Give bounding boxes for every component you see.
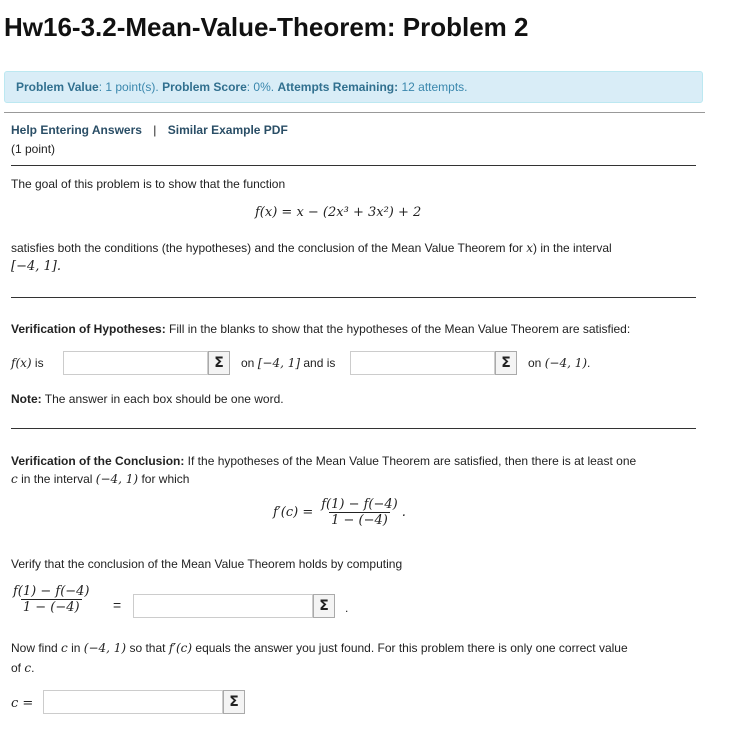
interval-end: . (56, 259, 61, 274)
continuity-text (241, 356, 335, 370)
sigma-icon[interactable]: Σ (313, 594, 335, 618)
status-bar (4, 71, 703, 103)
note (11, 392, 284, 406)
attempts-label: Attempts Remaining: (277, 80, 399, 94)
on-label-1: on (241, 356, 255, 370)
verify-text: Verify that the conclusion of the Mean Value Theorem holds by computing (11, 557, 403, 571)
find-text-b: in (67, 641, 84, 655)
compute-fraction (11, 584, 92, 615)
of-c-var: c (24, 661, 32, 675)
differentiable-text (528, 356, 590, 370)
conclusion-interval: (−4, 1) (95, 472, 139, 486)
slope-answer[interactable] (133, 594, 313, 618)
hypotheses-heading: Verification of Hypotheses: (11, 322, 166, 336)
interval: [−4, 1] (11, 259, 57, 274)
find-c-var: c (61, 641, 68, 655)
problem-score-label: Problem Score (162, 80, 247, 94)
function-formula: f(x) = x − (2x³ + 3x²) + 2 (255, 205, 422, 220)
satisfies-text (11, 241, 612, 255)
c-var: c (11, 472, 18, 486)
hypothesis-answer-2[interactable] (350, 351, 495, 375)
help-links (11, 123, 288, 137)
equation-denominator: 1 − (−4) (331, 513, 388, 528)
points-label: (1 point) (11, 142, 56, 156)
compute-fraction-body (11, 584, 92, 615)
divider (11, 297, 696, 298)
conclusion-intro (11, 454, 636, 468)
equals-sign: = (113, 597, 122, 613)
mvt-equation (273, 497, 406, 528)
equation-numerator: f(1) − f(−4) (321, 497, 398, 512)
of-c-text (11, 661, 34, 675)
attempts-text: 12 attempts. (398, 80, 468, 94)
after-period: . (345, 601, 349, 615)
end-period: . (587, 356, 591, 370)
problem-value-text: : 1 point(s). (98, 80, 163, 94)
find-text-c: so that (126, 641, 169, 655)
and-is-label: and is (303, 356, 336, 370)
compute-denominator: 1 − (−4) (22, 600, 80, 615)
on-label-2: on (528, 356, 542, 370)
sigma-icon[interactable]: Σ (495, 351, 517, 375)
interval-line (11, 259, 61, 274)
note-label: Note: (11, 392, 42, 406)
fx-label: f(x) (11, 356, 32, 370)
conclusion-heading: Verification of the Conclusion: (11, 454, 185, 468)
hypotheses-text: Fill in the blanks to show that the hypotheses of the Mean Value Theorem are satisfied: (165, 322, 631, 336)
hypotheses-intro (11, 322, 630, 336)
equation-fraction (319, 497, 400, 528)
find-text-rest: equals the answer you just found. For this problem there is only one correct value (192, 641, 628, 655)
similar-example-link[interactable]: Similar Example PDF (167, 123, 288, 137)
problem-value-label: Problem Value (16, 80, 99, 94)
conclusion-text: If the hypotheses of the Mean Value Theorem are satisfied, then there is at least one (184, 454, 637, 468)
conclusion-line-2 (11, 472, 189, 486)
help-entering-answers-link[interactable]: Help Entering Answers (11, 123, 142, 137)
find-fprime: f′(c) (168, 641, 193, 655)
open-interval: (−4, 1) (544, 356, 588, 370)
find-interval: (−4, 1) (83, 641, 127, 655)
equation-lhs: f′(c) = (273, 505, 314, 520)
link-separator: | (153, 123, 157, 137)
divider (11, 165, 696, 166)
c-answer[interactable] (43, 690, 223, 714)
satisfies-text-b: ) in the interval (532, 241, 612, 255)
page-title: Hw16-3.2-Mean-Value-Theorem: Problem 2 (4, 12, 529, 42)
sigma-icon[interactable]: Σ (208, 351, 230, 375)
divider (11, 428, 696, 429)
in-interval-text: in the interval (17, 472, 96, 486)
of-c-end: . (31, 661, 35, 675)
is-label: is (31, 356, 44, 370)
fx-is (11, 356, 44, 370)
compute-numerator: f(1) − f(−4) (13, 584, 90, 599)
note-text: The answer in each box should be one word. (41, 392, 284, 406)
equation-end: . (401, 505, 406, 520)
c-equals-label: c = (11, 696, 34, 711)
sigma-icon[interactable]: Σ (223, 690, 245, 714)
find-text-a: Now find (11, 641, 62, 655)
satisfies-var: x (526, 241, 533, 255)
of-text: of (11, 661, 25, 675)
satisfies-text-a: satisfies both the conditions (the hypotheses) and the conclusion of the Mean Value Theorem for (11, 241, 527, 255)
for-which-text: for which (138, 472, 190, 486)
hypothesis-answer-1[interactable] (63, 351, 208, 375)
closed-interval: [−4, 1] (257, 356, 301, 370)
problem-score-text: : 0%. (246, 80, 278, 94)
problem-intro: The goal of this problem is to show that the function (11, 177, 286, 191)
divider (4, 112, 705, 113)
find-c-text (11, 641, 628, 655)
